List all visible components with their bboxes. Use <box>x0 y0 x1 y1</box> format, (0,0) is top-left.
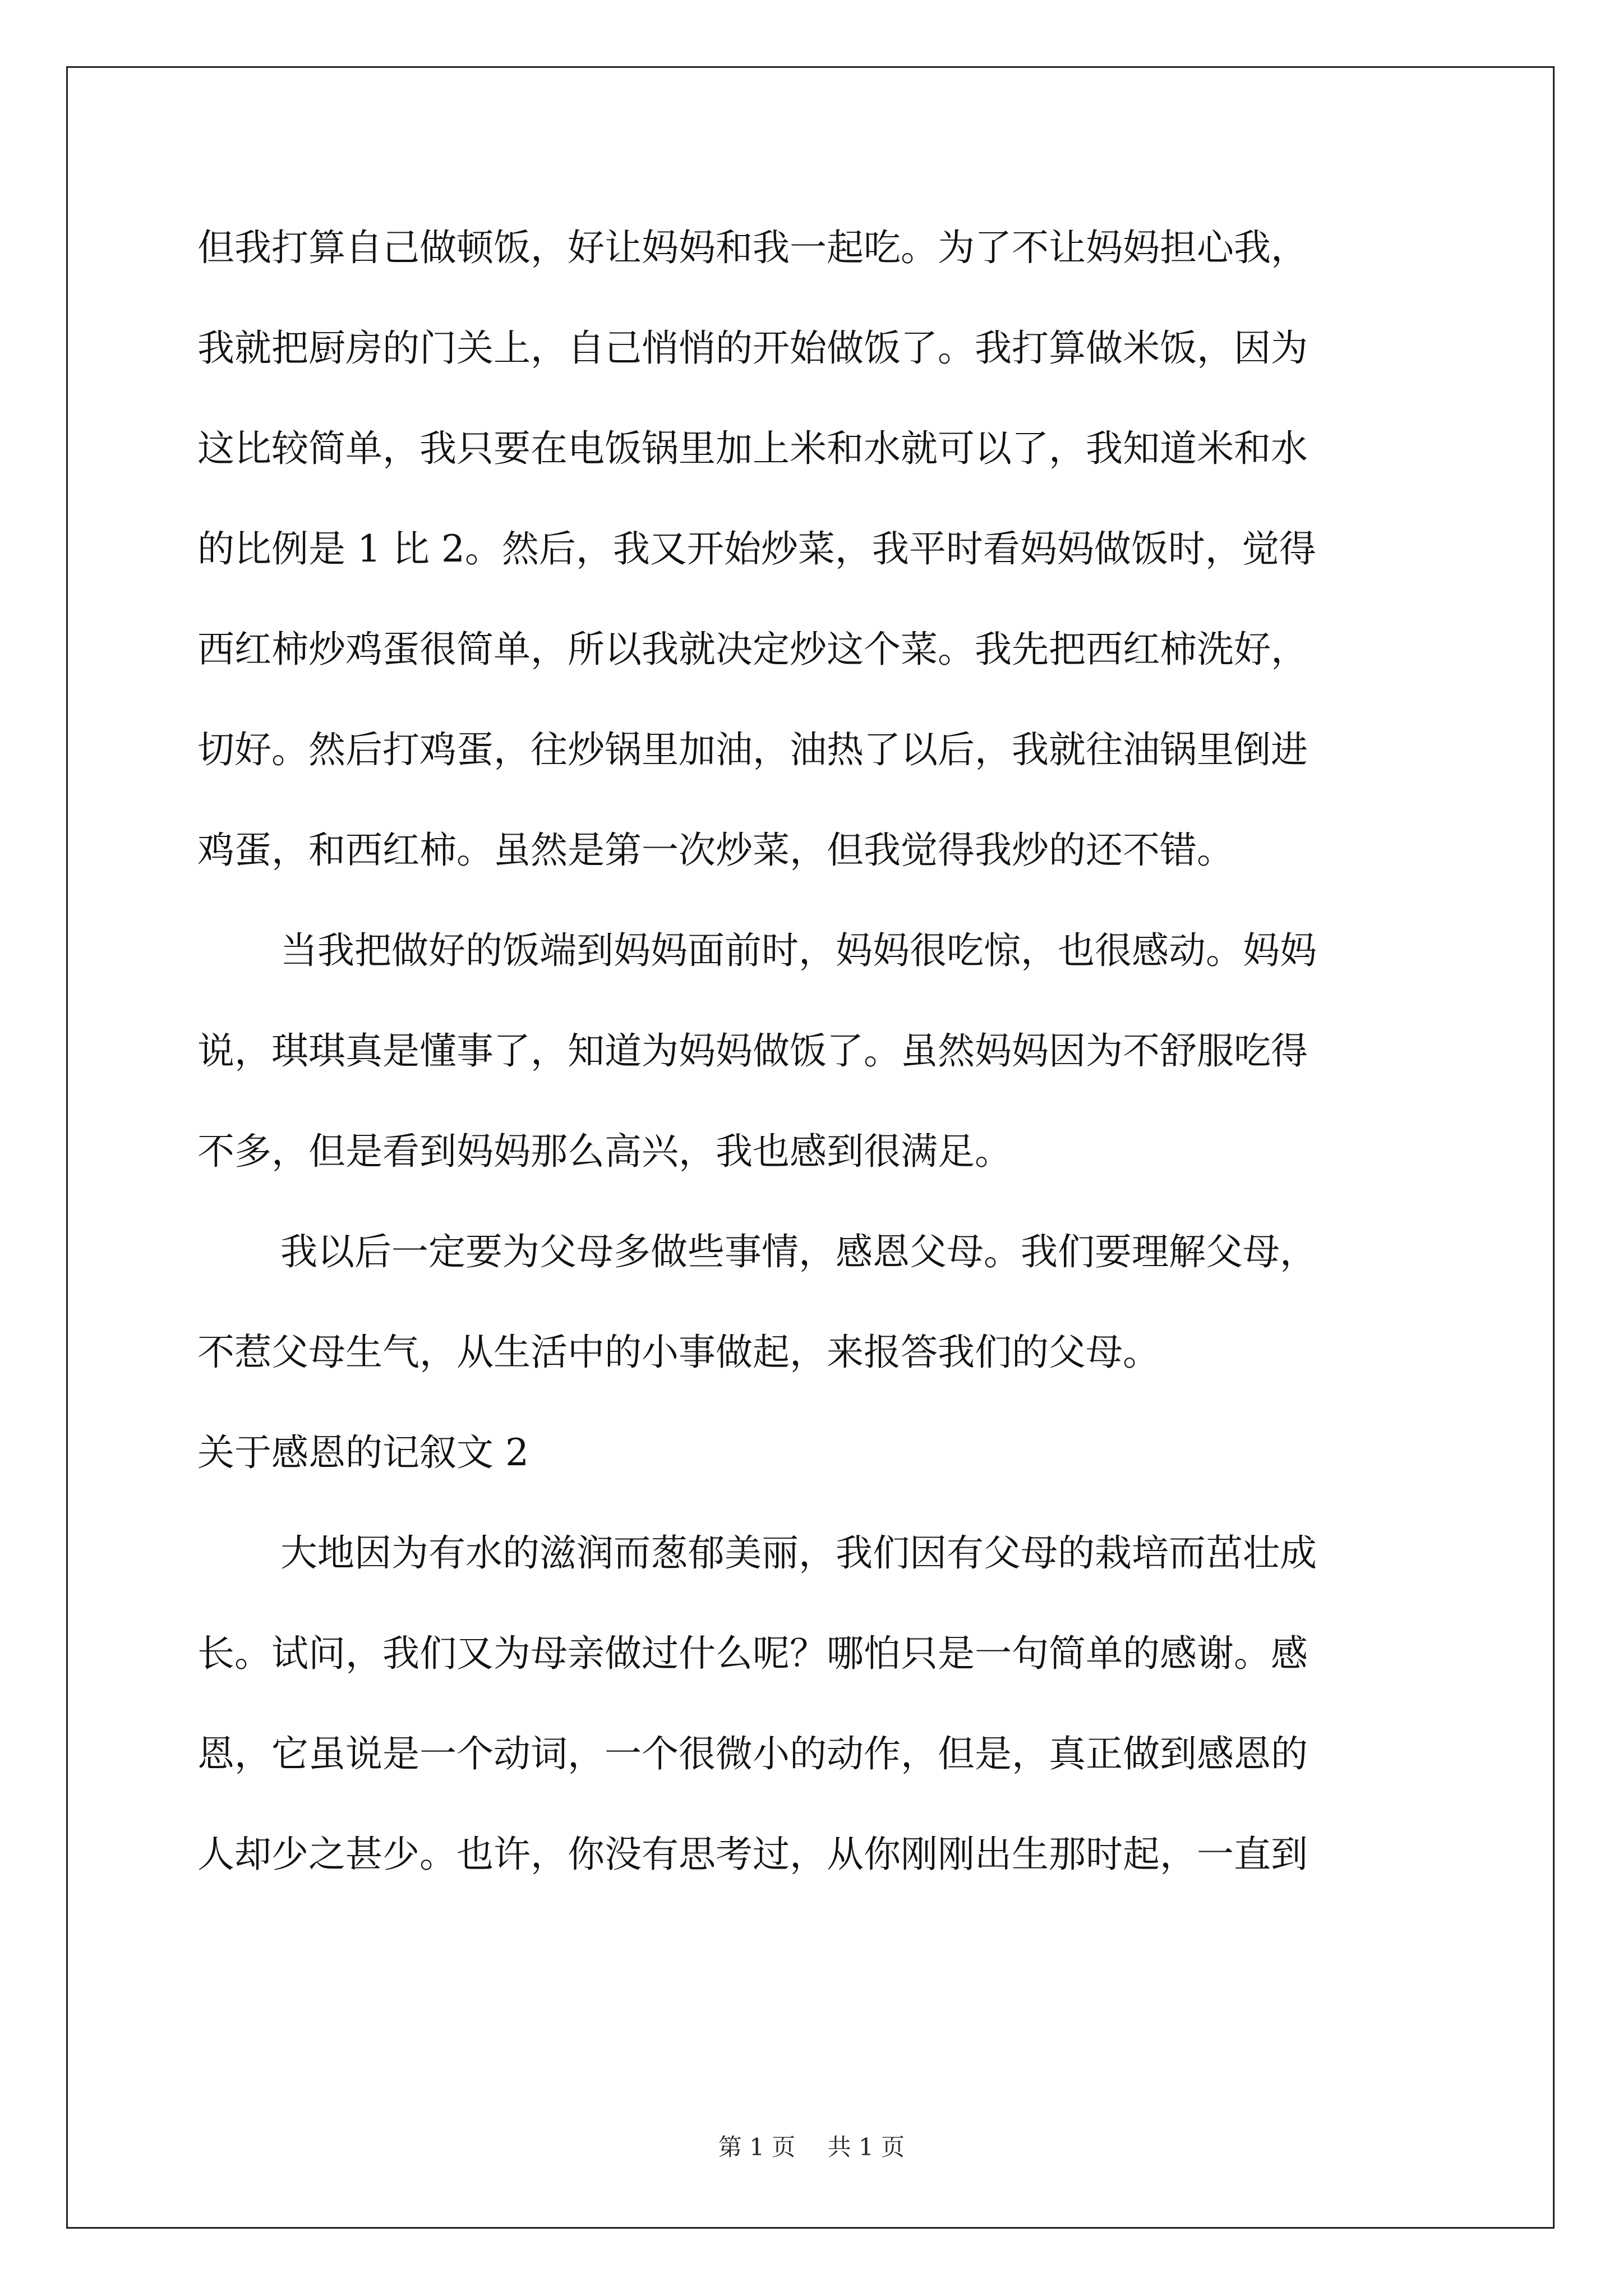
section-heading: 关于感恩的记叙文 2 <box>197 1431 529 1474</box>
page-total: 共 1 页 <box>827 2133 905 2161</box>
text-line: 不多，但是看到妈妈那么高兴，我也感到很满足。 <box>197 1130 1012 1173</box>
text-line: 我就把厨房的门关上，自己悄悄的开始做饭了。我打算做米饭，因为 <box>197 326 1308 370</box>
text-line: 人却少之甚少。也许，你没有思考过，从你刚刚出生那时起，一直到 <box>197 1833 1308 1876</box>
text-line: 鸡蛋，和西红柿。虽然是第一次炒菜，但我觉得我炒的还不错。 <box>197 829 1234 872</box>
paragraph-1 <box>197 197 1431 900</box>
text-line: 但我打算自己做顿饭，好让妈妈和我一起吃。为了不让妈妈担心我， <box>197 226 1308 269</box>
paragraph-3 <box>197 1202 1431 1402</box>
text-line: 当我把做好的饭端到妈妈面前时，妈妈很吃惊，也很感动。妈妈 <box>280 929 1317 972</box>
text-line: 切好。然后打鸡蛋，往炒锅里加油，油热了以后，我就往油锅里倒进 <box>197 728 1308 771</box>
text-line: 长。试问，我们又为母亲做过什么呢？哪怕只是一句简单的感谢。感 <box>197 1632 1308 1675</box>
text-line: 说，琪琪真是懂事了，知道为妈妈做饭了。虽然妈妈因为不舒服吃得 <box>197 1029 1308 1073</box>
text-line: 大地因为有水的滋润而葱郁美丽，我们因有父母的栽培而茁壮成 <box>280 1531 1317 1575</box>
text-line: 这比较简单，我只要在电饭锅里加上米和水就可以了，我知道米和水 <box>197 427 1308 470</box>
paragraph-2 <box>197 900 1431 1202</box>
text-line: 的比例是 1 比 2。然后，我又开始炒菜，我平时看妈妈做饭时，觉得 <box>197 527 1316 570</box>
text-line: 我以后一定要为父母多做些事情，感恩父母。我们要理解父母， <box>280 1230 1317 1273</box>
document-body <box>197 197 1431 1904</box>
text-line: 不惹父母生气，从生活中的小事做起，来报答我们的父母。 <box>197 1331 1160 1374</box>
text-line: 西红柿炒鸡蛋很简单，所以我就决定炒这个菜。我先把西红柿洗好， <box>197 628 1308 671</box>
page-number: 第 1 页 <box>718 2133 796 2161</box>
page-footer <box>0 2129 1623 2162</box>
text-line: 恩，它虽说是一个动词，一个很微小的动作，但是，真正做到感恩的 <box>197 1732 1308 1775</box>
paragraph-4 <box>197 1503 1431 1904</box>
